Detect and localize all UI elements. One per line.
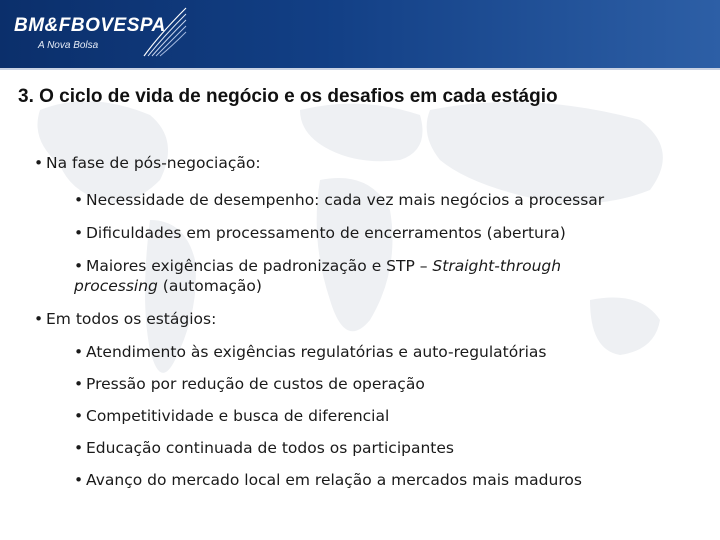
list-item-text: Avanço do mercado local em relação a mercados mais maduros	[86, 471, 582, 489]
list-item-text: Atendimento às exigências regulatórias e auto-regulatórias	[86, 343, 547, 361]
list-item	[74, 256, 634, 296]
bullet-dot: •	[34, 154, 44, 172]
bullet-dot: •	[74, 191, 84, 209]
bullet-dot: •	[74, 375, 84, 393]
list-item	[74, 342, 634, 362]
section-bullet-post-trading	[34, 153, 261, 173]
slide-title: 3. O ciclo de vida de negócio e os desafios em cada estágio	[18, 86, 558, 107]
list-item	[74, 223, 634, 243]
logo-text: BM&FBOVESPA	[14, 15, 166, 36]
list-item-text: Maiores exigências de padronização e STP –	[86, 257, 433, 275]
bullet-dot: •	[74, 343, 84, 361]
list-item-text: Necessidade de desempenho: cada vez mais negócios a processar	[86, 191, 605, 209]
logo-tagline: A Nova Bolsa	[38, 40, 99, 51]
list-item-italic-text: Straight-through	[432, 257, 562, 275]
header-banner	[0, 0, 720, 68]
list-item-text: Competitividade e busca de diferencial	[86, 407, 390, 425]
list-item	[74, 470, 634, 490]
logo-swoosh-icon	[140, 4, 190, 60]
list-item	[74, 374, 634, 394]
section-label: Em todos os estágios:	[46, 310, 217, 328]
list-item	[74, 438, 634, 458]
list-item-text: Pressão por redução de custos de operação	[86, 375, 425, 393]
list-item-text: (automação)	[157, 277, 262, 295]
list-item-text: Educação continuada de todos os participantes	[86, 439, 454, 457]
list-item-text: Dificuldades em processamento de encerramentos (abertura)	[86, 224, 566, 242]
bullet-dot: •	[74, 257, 84, 275]
list-item	[74, 406, 634, 426]
section-label: Na fase de pós-negociação:	[46, 154, 261, 172]
section-bullet-all-stages	[34, 309, 216, 329]
bullet-dot: •	[74, 439, 84, 457]
bullet-dot: •	[34, 310, 44, 328]
bullet-dot: •	[74, 224, 84, 242]
bullet-dot: •	[74, 407, 84, 425]
list-item	[74, 190, 634, 210]
list-item-italic-text: processing	[74, 277, 158, 295]
bullet-dot: •	[74, 471, 84, 489]
